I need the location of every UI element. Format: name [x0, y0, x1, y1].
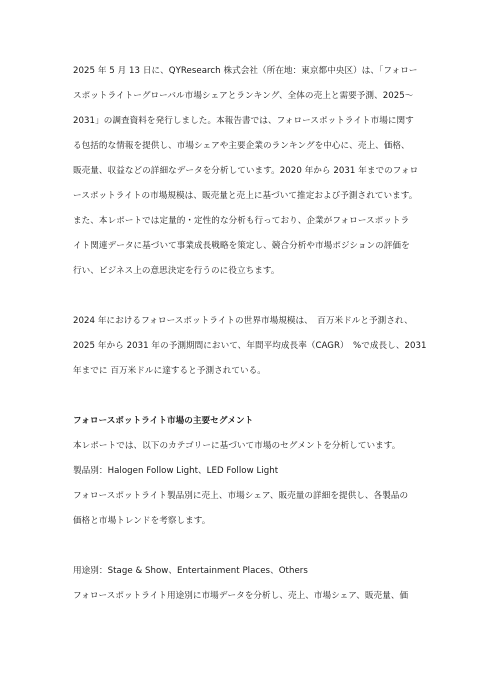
intro-line: 2025 年 5 月 13 日に、QYResearch 株式会社（所在地：東京都中央区）は、「フォロー [73, 66, 418, 76]
market-line: 2025 年から 2031 年の予測期間において、年間平均成長率（CAGR） %で成長し、2031 [73, 341, 427, 351]
intro-line: また、本レポートでは定量的・定性的な分析も行っており、企業がフォロースポットラ [73, 216, 410, 226]
segment-intro: 本レポートでは、以下のカテゴリーに基づいて市場のセグメントを分析しています。 [73, 441, 401, 451]
application-line: フォロースポットライト用途別に市場データを分析し、売上、市場シェア、販売量、価 [73, 591, 409, 601]
application-segment-label: 用途別：Stage & Show、Entertainment Places、Others [73, 566, 308, 576]
intro-line: ースポットライトの市場規模は、販売量と売上に基づいて推定および予測されています。 [73, 191, 418, 201]
intro-line: 行い、ビジネス上の意思決定を行うのに役立ちます。 [73, 266, 280, 276]
intro-line: スポットライトーグローバル市場シェアとランキング、全体の売上と需要予測、2025〜 [73, 91, 414, 101]
market-line: 2024 年におけるフォロースポットライトの世界市場規模は、 百万米ドルと予測され、 [73, 316, 413, 326]
section-heading: フォロースポットライト市場の主要セグメント [73, 416, 254, 426]
intro-line: 販売量、収益などの詳細なデータを分析しています。2020 年から 2031 年までのフォロ [73, 166, 419, 176]
market-line: 年までに 百万米ドルに達すると予測されている。 [73, 366, 266, 376]
product-line: 価格と市場トレンドを考察します。 [73, 516, 211, 526]
intro-line: イト関連データに基づいて事業成長戦略を策定し、競合分析や市場ポジションの評価を [73, 241, 410, 251]
intro-line: る包括的な情報を提供し、市場シェアや主要企業のランキングを中心に、売上、価格、 [73, 141, 410, 151]
intro-line: 2031」の調査資料を発行しました。本報告書では、フォロースポットライト市場に関す [73, 116, 414, 126]
product-line: フォロースポットライト製品別に売上、市場シェア、販売量の詳細を提供し、各製品の [73, 491, 409, 501]
product-segment-label: 製品別：Halogen Follow Light、LED Follow Light [73, 466, 279, 476]
